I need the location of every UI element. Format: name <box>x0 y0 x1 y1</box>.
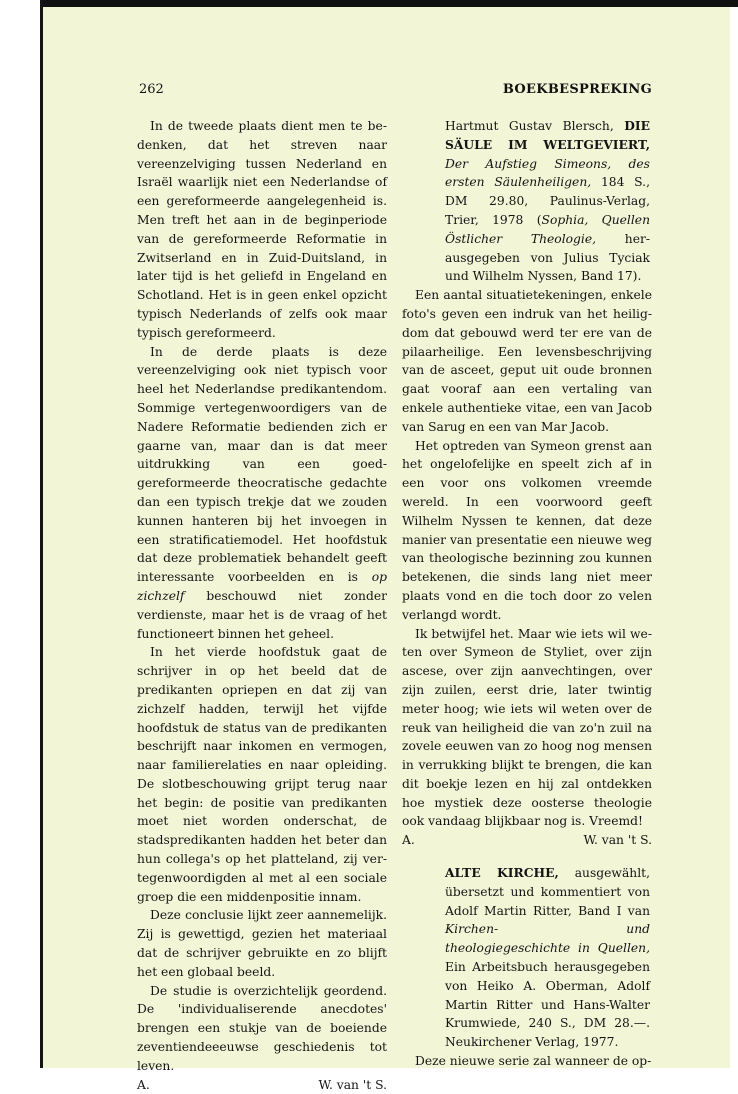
signature-initial: A. <box>402 833 415 848</box>
bib-details: 184 S., DM 29.80, Paulinus-Verlag, Trier, 1978 ( <box>445 175 650 227</box>
bib-series: Kirchen- und theologiegeschichte in Quellen, <box>445 922 650 956</box>
bib-title: ALTE KIRCHE, <box>445 865 559 881</box>
review-signature <box>137 1076 387 1094</box>
paragraph: In het vierde hoofdstuk gaat de schrijver in op het beeld dat de predikanten opriepen en dat zij van zichzelf hadden, terwijl het vijfde hoofdstuk de status van de predikanten beschrijft naar inkomen en vermogen, naar familierelaties en naar opleiding. De slotbeschouwing grijpt terug naar het begin: de positie van predikanten moet niet worden onderschat, de stadspredikanten hadden het beter dan hun collega's op het platteland, zij vertegenwoordigden al met al een sociale groep die een middenpositie innam. <box>137 645 387 904</box>
paragraph: Deze conclusie lijkt zeer aannemelijk. Zij is gewettigd, gezien het materiaal dat de schrijver gebruikte en zo blijft het een globaal beeld. <box>137 908 387 979</box>
bib-subtitle: Der Aufstieg Simeons, des ersten Säulenheiligen, <box>445 156 650 190</box>
signature-name: W. van 't S. <box>583 833 652 848</box>
right-column <box>402 117 652 1071</box>
signature-name: W. van 't S. <box>318 1077 387 1092</box>
paragraph: In de tweede plaats dient men te bedenken, dat het streven naar vereenzelviging tussen Nederland en Israël waarlijk niet een Nederlandse of een gereformeerde aangelegenheid is. Men treft het aan in de beginperiode van de gereformeerde Reformatie in Zwitserland en in Zuid-Duitsland, in later tijd is het geliefd in Engeland en Schotland. Het is in geen enkel opzicht typisch Nederlands of zelfs ook maar typisch gereformeerd. <box>137 119 387 340</box>
review-signature <box>402 831 652 850</box>
bib-details: herausgegeben von Julius Tyciak und Wilhelm Nyssen, Band 17). <box>445 231 650 284</box>
signature-initial: A. <box>137 1077 150 1092</box>
bib-title: DIE SÄULE IM WELTGEVIERT, <box>445 118 650 152</box>
bibliographic-entry <box>445 117 650 286</box>
paragraph-text: beschouwd niet zonder verdienste, maar het is de vraag of het functioneert binnen het geheel. <box>137 588 387 641</box>
scan-left-edge <box>40 0 43 1068</box>
paragraph: Deze nieuwe serie zal wanneer de op- <box>415 1054 652 1069</box>
paragraph: Een aantal situatietekeningen, enkele foto's geven een indruk van het heiligdom dat gebouwd werd ter ere van de pilaarheilige. Een levensbeschrijving van de asceet, geput uit oude bronnen gaat vooraf aan een vertaling van enkele authentieke vitae, een van Jacob van Sarug en een van Mar Jacob. <box>402 288 652 434</box>
bib-author: Hartmut Gustav Blersch, <box>445 119 614 133</box>
paragraph: Het optreden van Symeon grenst aan het ongelofelijke en speelt zich af in een voor ons volkomen vreemde wereld. In een voorwoord geeft Wilhelm Nyssen te kennen, dat deze manier van presentatie een nieuwe weg van theologische bezinning zou kunnen betekenen, die sinds lang niet meer plaats vond en die toch door zo velen verlangd wordt. <box>402 438 652 622</box>
emphasis: op zichzelf <box>137 570 387 603</box>
left-column <box>137 117 387 1094</box>
paragraph <box>137 343 387 644</box>
running-title: BOEKBESPREKING <box>502 82 652 97</box>
paragraph: De studie is overzichtelijk geordend. De 'individualiserende anecdotes' brengen een stukje van de boeiende zeventiendeeeuwse geschiedenis tot leven. <box>137 983 387 1073</box>
bib-details: ausgewählt, übersetzt und kommentiert von Adolf Martin Ritter, Band I van <box>445 866 650 918</box>
bib-series: Sophia, Quellen Östlicher Theologie, <box>445 212 650 246</box>
paragraph: Ik betwijfel het. Maar wie iets wil weten over Symeon de Styliet, over zijn ascese, over zijn aanvechtingen, over zijn zuilen, eerst drie, later twintig meter hoog; wie iets wil weten over de reuk van heiligheid die van zo'n zuil na zovele eeuwen van zo hoog nog mensen in verrukking blijkt te brengen, die kan dit boekje lezen en hij zal ontdekken hoe mystiek deze oosterse theologie ook vandaag blijkbaar nog is. Vreemd! <box>402 626 652 829</box>
page-number: 262 <box>139 82 164 97</box>
section-gap <box>402 850 652 864</box>
bib-details: Ein Arbeitsbuch herausgegeben von Heiko A. Oberman, Adolf Martin Ritter und Hans-Walter Krumwiede, 240 S., DM 28.—. Neukirchener Verlag, 1977. <box>445 960 650 1050</box>
scan-top-edge <box>40 0 738 7</box>
paragraph-text: In de derde plaats is deze vereenzelviging ook niet typisch voor heel het Nederlandse predikantendom. Sommige vertegenwoordigers van de Nadere Reformatie bedienden zich er gaarne van, maar dan is dat meer uitdrukking van een goed-gereformeerde theocratische gedachte dan een typisch trekje dat we zouden kunnen hanteren bij het invoegen in een stratificatiemodel. Het hoofdstuk dat deze problematiek behandelt geeft interessante voorbeelden en is <box>137 344 387 585</box>
bibliographic-entry <box>445 864 650 1052</box>
